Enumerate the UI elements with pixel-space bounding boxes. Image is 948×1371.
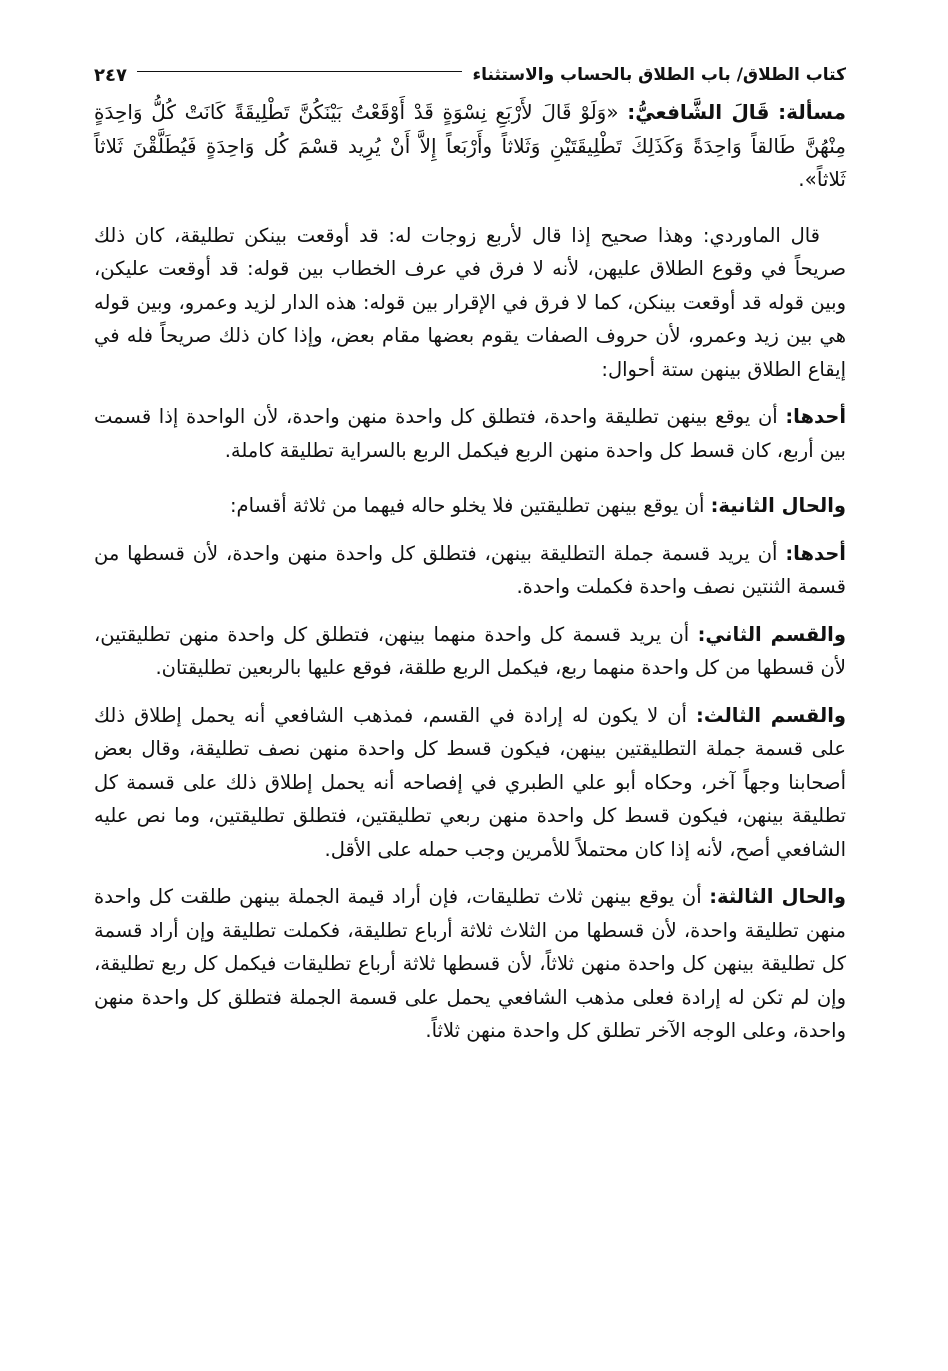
paragraph-lead: والقسم الثالث: — [696, 703, 847, 727]
paragraph-first-case — [94, 400, 846, 467]
masala-paragraph — [94, 96, 846, 197]
header-rule — [137, 71, 463, 72]
page-number: ٢٤٧ — [94, 64, 127, 86]
masala-speaker: قَالَ الشَّافعيُّ: — [627, 100, 770, 124]
paragraph-text: أن يريد قسمة كل واحدة منهما بينهن، فتطلق كل واحدة منهن تطليقتين، لأن قسطها من كل واحدة منهما ربع، فيكمل الربع طلقة، فوقع عليها بالربعين تطليقتان. — [94, 622, 846, 679]
book-page — [94, 58, 846, 1048]
paragraph-text: أن يوقع بينهن ثلاث تطليقات، فإن أراد قيمة الجملة بينهن طلقت كل واحدة منهن تطليقة واحدة، لأن قسطها من الثلاث ثلاثة أرباع تطليقة، فكملت تطليقة وإن أراد قسمة كل تطليقة بينهن كل واحدة منهن ثلاثاً، لأن قسطها ثلاثة أرباع تطليقات فيكمل كل ربع تطليقة، وإن لم تكن له إرادة فعلى مذهب الشافعي يحمل على قسمة الجملة فتطلق كل واحدة منهن واحدة، وعلى الوجه الآخر تطلق كل واحدة منهن ثلاثاً. — [94, 885, 846, 1042]
paragraph-text: أن يوقع بينهن تطليقتين فلا يخلو حاله فيهما من ثلاثة أقسام: — [229, 494, 705, 517]
paragraph-lead: والقسم الثاني: — [697, 622, 846, 646]
paragraph-text: أن لا يكون له إرادة في القسم، فمذهب الشافعي أنه يحمل إطلاق ذلك على قسمة جملة التطليقتين بينهن، فيكون قسط كل واحدة منهن نصف تطليقة، وقال بعض أصحابنا وجهاً آخر، وحكاه أبو علي الطبري في إفصاحه أنه يحمل إطلاق ذلك على قسمة كل تطليقة بينهن، فيكون قسط كل واحدة منهن ربعي تطليقتين، فتطلق تطليقتين، وما نص عليه الشافعي أصح، لأنه إذا كان محتملاً للأمرين وجب حمله على الأقل. — [94, 703, 846, 861]
paragraph-lead: والحال الثانية: — [710, 494, 846, 517]
header-title: كتاب الطلاق/ باب الطلاق بالحساب والاستثناء — [472, 65, 846, 85]
masala-label: مسألة: — [778, 100, 847, 124]
paragraph-first-division — [94, 537, 846, 604]
paragraph-second-case — [94, 489, 846, 523]
masala-text: «وَلَوْ قَالَ لأَرْبَعِ نِسْوَةٍ قَدْ أَوْقَعْتُ بَيْنَكُنَّ تَطْلِيقَةً كَانَتْ كُلُّ وَاحِدَةٍ مِنْهُنَّ طَالقاً وَاحِدَةً وَكَذَلِكَ تَطْلِيقَتَيْنِ وَثَلاثاً وأَرْبَعاً إِلاَّ أَنْ يُرِيد قسْمَ كُل وَاحِدَةٍ فَيُطَلَّقْنَ ثَلاثاً ثَلاثاً». — [94, 100, 846, 191]
paragraph-lead: والحال الثالثة: — [709, 885, 847, 908]
paragraph-mawardi — [94, 219, 846, 387]
paragraph-lead: أحدها: — [785, 541, 846, 565]
paragraph-text: قال الماوردي: وهذا صحيح إذا قال لأربع زوجات له: قد أوقعت بينكن تطليقة، كان ذلك صريحاً في وقوع الطلاق عليهن، لأنه لا فرق في عرف الخطاب بين قوله: قد أوقعت عليكن، وبين قوله قد أوقعت بينكن، كما لا فرق في الإقرار بين قوله: هذه الدار لزيد وعمرو، وبين قوله هي بين زيد وعمرو، لأن حروف الصفات يقوم بعضها مقام بعض، وإذا كان ذلك صريحاً فله في إيقاع الطلاق بينهن ستة أحوال: — [94, 223, 846, 381]
paragraph-lead: أحدها: — [785, 405, 847, 428]
paragraph-third-case — [94, 880, 846, 1048]
paragraph-second-division — [94, 618, 846, 685]
paragraph-text: أن يريد قسمة جملة التطليقة بينهن، فتطلق كل واحدة منهن واحدة، لأن قسطها من قسمة الثنتين نصف واحدة فكملت واحدة. — [94, 541, 846, 598]
running-header — [94, 58, 846, 92]
paragraph-third-division — [94, 699, 846, 867]
paragraph-text: أن يوقع بينهن تطليقة واحدة، فتطلق كل واحدة منهن واحدة، لأن الواحدة إذا قسمت بين أربع، كان قسط كل واحدة منهن الربع فيكمل الربع بالسراية تطليقة كاملة. — [94, 405, 846, 462]
